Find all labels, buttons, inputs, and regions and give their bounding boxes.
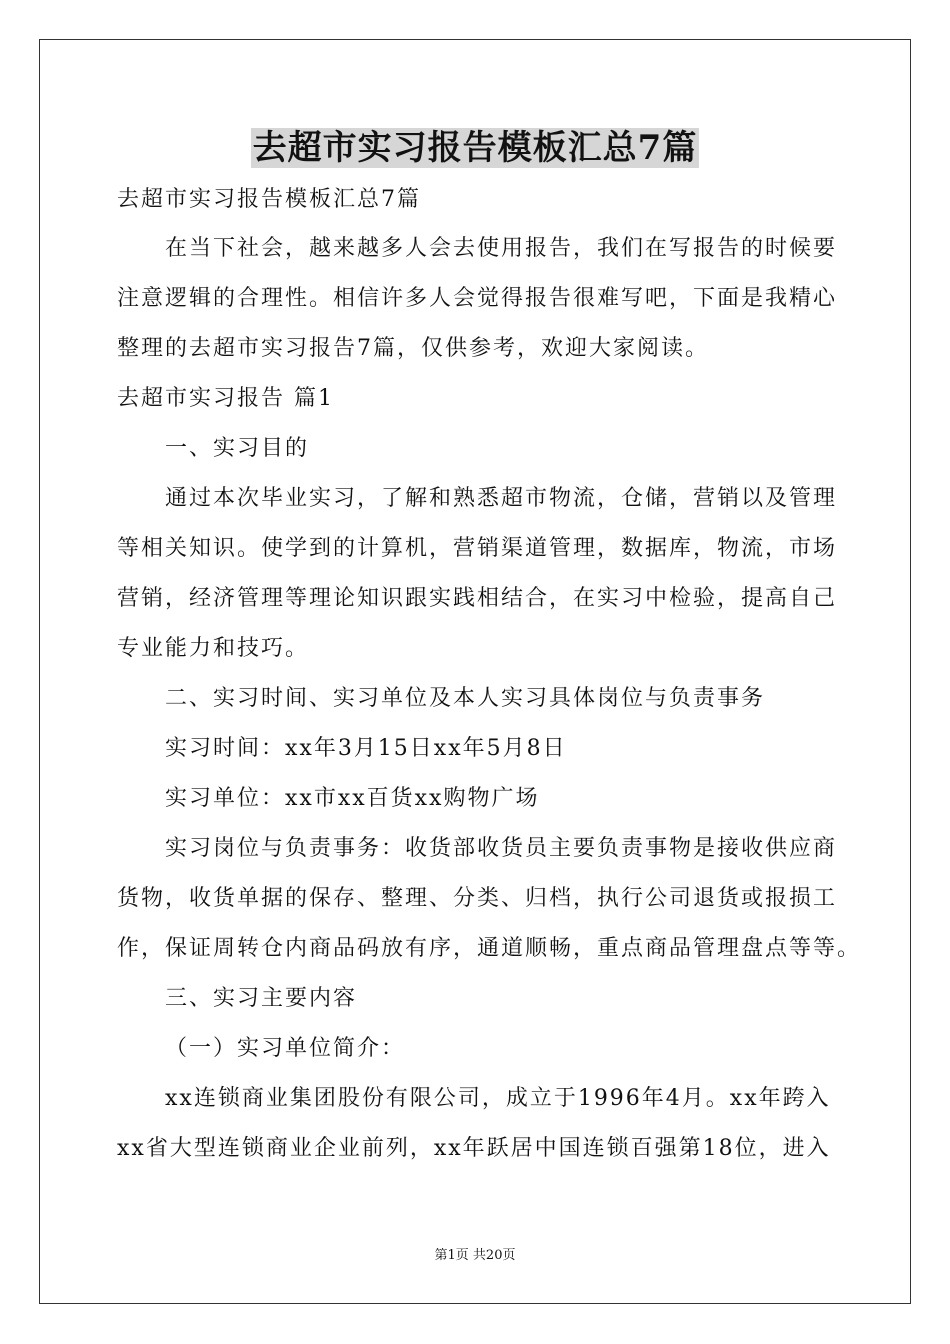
paragraph-line: xx省大型连锁商业企业前列，xx年跃居中国连锁百强第18位，进入 [117, 1136, 831, 1161]
page-number: 第1页 共20页 [434, 1248, 516, 1263]
paragraph-line: 等相关知识。使学到的计算机，营销渠道管理，数据库，物流，市场 [117, 536, 838, 561]
subsection-heading: （一）实习单位简介： [165, 1036, 406, 1061]
section-heading: 去超市实习报告 篇1 [117, 386, 334, 411]
paragraph-line: 实习时间：xx年3月15日xx年5月8日 [165, 736, 567, 761]
paragraph-line: 实习单位：xx市xx百货xx购物广场 [165, 786, 540, 811]
section-heading: 二、实习时间、实习单位及本人实习具体岗位与负责事务 [165, 686, 766, 711]
paragraph-line: 在当下社会，越来越多人会去使用报告，我们在写报告的时候要 [165, 236, 838, 261]
paragraph-line: 通过本次毕业实习，了解和熟悉超市物流，仓储，营销以及管理 [165, 486, 838, 511]
paragraph-line: xx连锁商业集团股份有限公司，成立于1996年4月。xx年跨入 [165, 1086, 831, 1111]
document-title: 去超市实习报告模板汇总7篇 [252, 128, 698, 168]
title-container [0, 128, 950, 168]
paragraph-line: 专业能力和技巧。 [117, 636, 310, 661]
subtitle-line: 去超市实习报告模板汇总7篇 [117, 187, 421, 212]
paragraph-line: 作，保证周转仓内商品码放有序，通道顺畅，重点商品管理盘点等等。 [117, 936, 862, 961]
page-border [39, 39, 911, 1304]
paragraph-line: 营销，经济管理等理论知识跟实践相结合，在实习中检验，提高自己 [117, 586, 838, 611]
paragraph-line: 注意逻辑的合理性。相信许多人会觉得报告很难写吧，下面是我精心 [117, 286, 838, 311]
section-heading: 三、实习主要内容 [165, 986, 358, 1011]
paragraph-line: 货物，收货单据的保存、整理、分类、归档，执行公司退货或报损工 [117, 886, 838, 911]
paragraph-line: 实习岗位与负责事务：收货部收货员主要负责事物是接收供应商 [165, 836, 838, 861]
paragraph-line: 整理的去超市实习报告7篇，仅供参考，欢迎大家阅读。 [117, 336, 709, 361]
section-heading: 一、实习目的 [165, 436, 310, 461]
